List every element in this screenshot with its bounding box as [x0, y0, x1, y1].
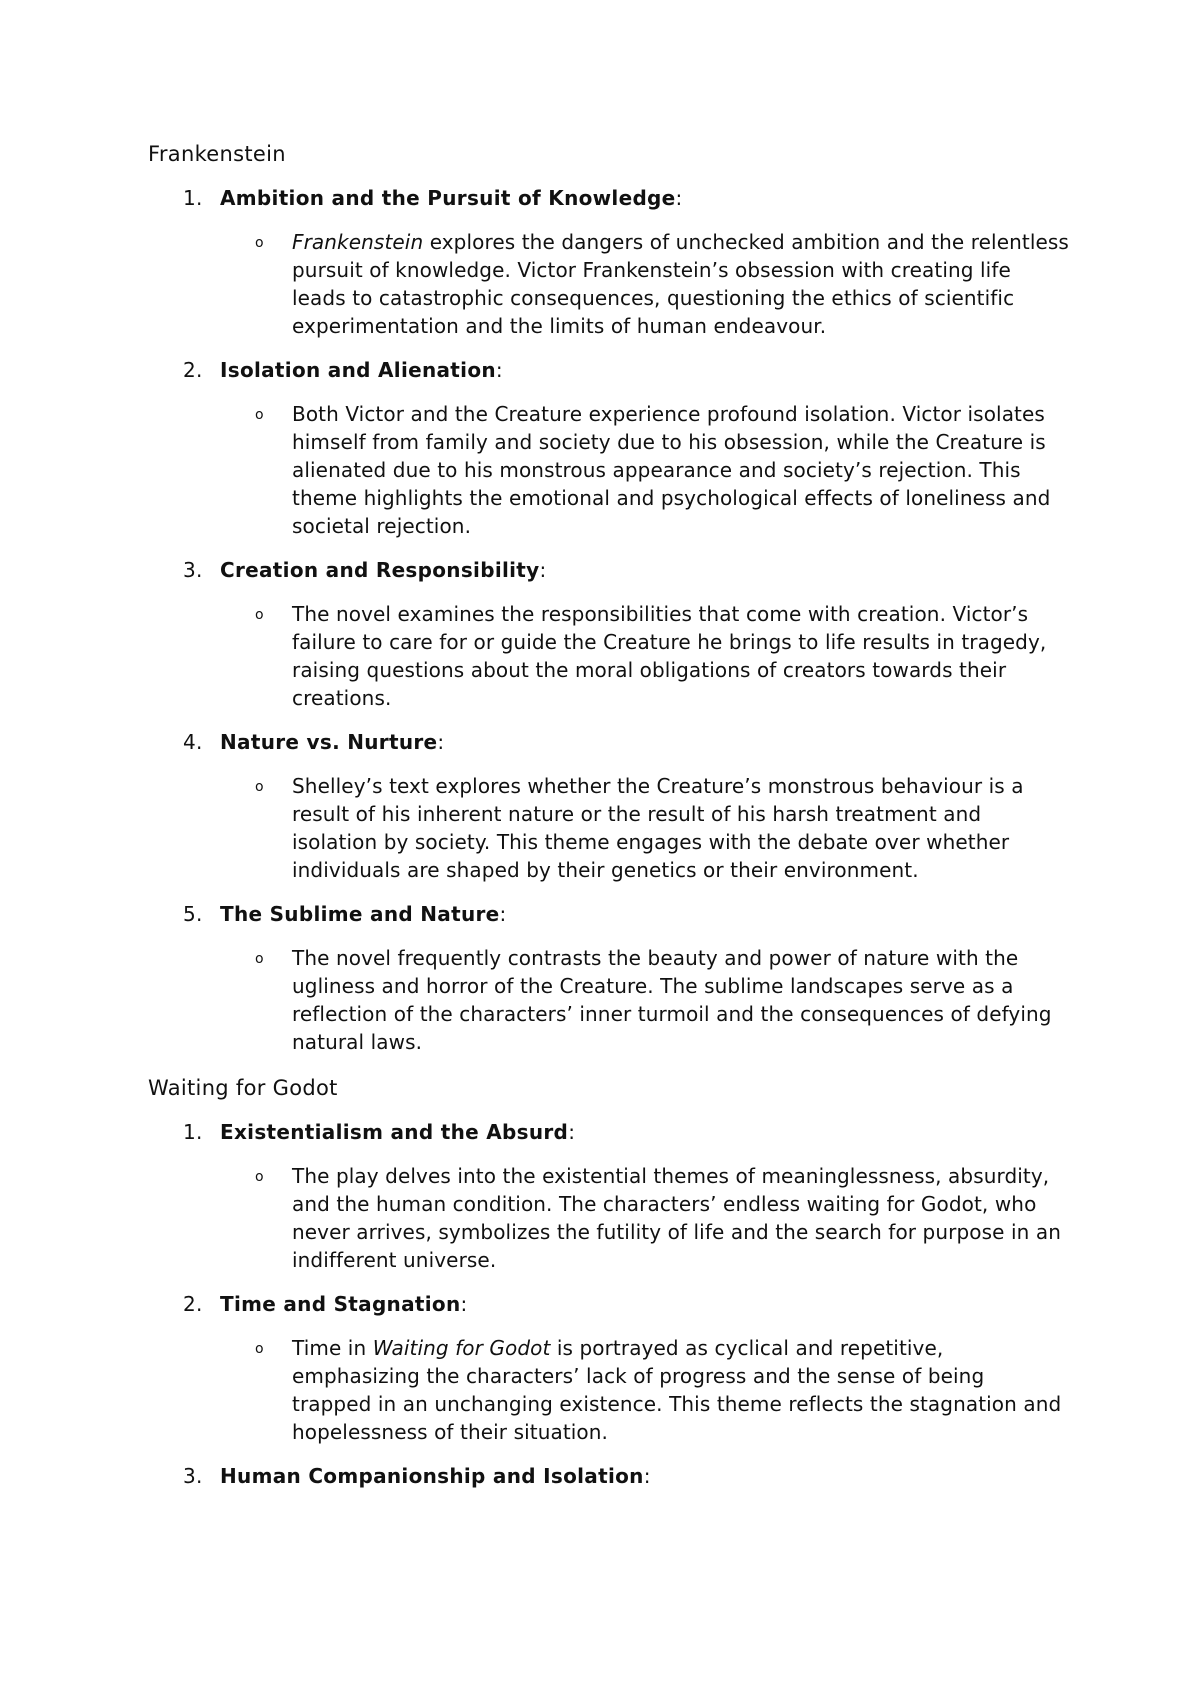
theme-heading — [148, 184, 1068, 212]
list-number: 5. — [183, 902, 203, 926]
list-number: 1. — [183, 186, 203, 210]
theme-heading — [148, 728, 1068, 756]
bullet-marker: o — [255, 607, 264, 623]
colon: : — [499, 902, 507, 926]
colon: : — [539, 558, 547, 582]
bullet-text — [292, 228, 1070, 340]
colon: : — [568, 1120, 576, 1144]
bullet-text: The novel frequently contrasts the beauty and power of nature with the ugliness and horror of the Creature. The sublime landscapes serve as a reflection of the characters’ inner turmoil and the consequences of defying natural laws. — [292, 946, 1052, 1054]
bullet-item — [148, 944, 1068, 1056]
bullet-text: Shelley’s text explores whether the Creature’s monstrous behaviour is a result of his inherent nature or the result of his harsh treatment and isolation by society. This theme engages with the debate over whether individuals are shaped by their genetics or their environment. — [292, 774, 1024, 882]
theme-title: Nature vs. Nurture — [220, 730, 438, 754]
theme-title: Time and Stagnation — [220, 1292, 461, 1316]
bullet-text: The play delves into the existential themes of meaninglessness, absurdity, and the human condition. The characters’ endless waiting for Godot, who never arrives, symbolizes the futility of life and the search for purpose in an indifferent universe. — [292, 1164, 1061, 1272]
list-number: 3. — [183, 1464, 203, 1488]
colon: : — [495, 358, 503, 382]
theme-heading — [148, 1118, 1068, 1146]
theme-item — [148, 1462, 1068, 1490]
bullet-item — [148, 1162, 1068, 1274]
list-number: 3. — [183, 558, 203, 582]
theme-item — [148, 728, 1068, 884]
bullet-text: The novel examines the responsibilities that come with creation. Victor’s failure to care for or guide the Creature he brings to life results in tragedy, raising questions about the moral obligations of creators towards their creations. — [292, 602, 1047, 710]
bullet-marker: o — [255, 951, 264, 967]
colon: : — [460, 1292, 468, 1316]
bullet-item — [148, 400, 1068, 540]
theme-item — [148, 900, 1068, 1056]
bullet-item — [148, 228, 1068, 340]
theme-heading — [148, 900, 1068, 928]
theme-heading — [148, 1290, 1068, 1318]
bullet-item — [148, 600, 1068, 712]
theme-heading — [148, 356, 1068, 384]
list-number: 4. — [183, 730, 203, 754]
colon: : — [643, 1464, 651, 1488]
theme-title: The Sublime and Nature — [220, 902, 500, 926]
bullet-text: Both Victor and the Creature experience profound isolation. Victor isolates himself from family and society due to his obsession, while the Creature is alienated due to his monstrous appearance and society’s rejection. This theme highlights the emotional and psychological effects of loneliness and societal rejection. — [292, 402, 1051, 538]
document-page — [148, 140, 1068, 1506]
bullet-body: is portrayed as cyclical and repetitive, emphasizing the characters’ lack of progress and the sense of being trapped in an unchanging existence. This theme reflects the stagnation and hopelessness of their situation. — [292, 1336, 1062, 1444]
bullet-text — [292, 1334, 1070, 1446]
theme-title: Ambition and the Pursuit of Knowledge — [220, 186, 676, 210]
bullet-item — [148, 772, 1068, 884]
bullet-marker: o — [255, 407, 264, 423]
colon: : — [437, 730, 445, 754]
italic-title: Waiting for Godot — [372, 1336, 551, 1360]
bullet-marker: o — [255, 1169, 264, 1185]
bullet-marker: o — [255, 235, 264, 251]
theme-item — [148, 556, 1068, 712]
bullet-marker: o — [255, 779, 264, 795]
theme-item — [148, 356, 1068, 540]
bullet-item — [148, 1334, 1068, 1446]
section-title-waiting-for-godot: Waiting for Godot — [148, 1076, 338, 1100]
theme-heading — [148, 556, 1068, 584]
list-number: 2. — [183, 1292, 203, 1316]
theme-item — [148, 1118, 1068, 1274]
theme-title: Creation and Responsibility — [220, 558, 540, 582]
list-number: 1. — [183, 1120, 203, 1144]
colon: : — [675, 186, 683, 210]
theme-title: Existentialism and the Absurd — [220, 1120, 569, 1144]
bullet-marker: o — [255, 1341, 264, 1357]
theme-heading — [148, 1462, 1068, 1490]
theme-title: Isolation and Alienation — [220, 358, 496, 382]
theme-item — [148, 1290, 1068, 1446]
theme-item — [148, 184, 1068, 340]
bullet-body: explores the dangers of unchecked ambition and the relentless pursuit of knowledge. Victor Frankenstein’s obsession with creating life leads to catastrophic consequences, questioning the ethics of scientific experimentation and the limits of human endeavour. — [292, 230, 1069, 338]
italic-title: Frankenstein — [292, 230, 424, 254]
section-title-frankenstein: Frankenstein — [148, 142, 286, 166]
theme-title: Human Companionship and Isolation — [220, 1464, 644, 1488]
bullet-prefix: Time in — [292, 1336, 373, 1360]
list-number: 2. — [183, 358, 203, 382]
